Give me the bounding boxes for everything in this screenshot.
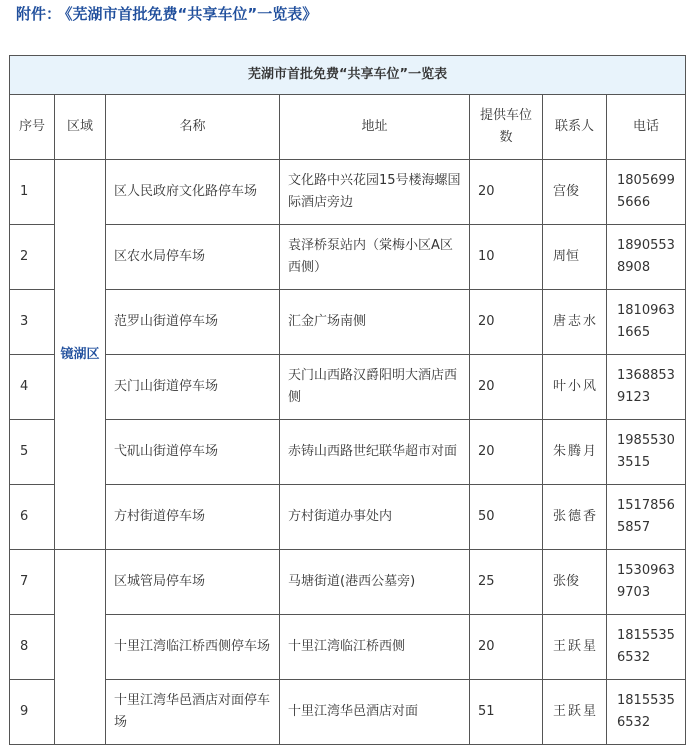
- cell-spaces: 20: [470, 420, 543, 485]
- cell-phone: 18056995666: [607, 160, 686, 225]
- header-phone: 电话: [607, 95, 686, 160]
- table-row: [10, 680, 686, 745]
- header-spaces: 提供车位数: [470, 95, 543, 160]
- cell-address: 赤铸山西路世纪联华超市对面: [280, 420, 470, 485]
- cell-spaces: 20: [470, 160, 543, 225]
- cell-phone: 18905538908: [607, 225, 686, 290]
- cell-name: 区人民政府文化路停车场: [106, 160, 280, 225]
- cell-contact: 周恒: [543, 225, 607, 290]
- cell-contact: 张俊: [543, 550, 607, 615]
- cell-no: 2: [10, 225, 55, 290]
- cell-name: 区城管局停车场: [106, 550, 280, 615]
- cell-name: 区农水局停车场: [106, 225, 280, 290]
- cell-name: 十里江湾华邑酒店对面停车场: [106, 680, 280, 745]
- cell-phone: 15309639703: [607, 550, 686, 615]
- cell-name: 范罗山街道停车场: [106, 290, 280, 355]
- table-header-row: [10, 95, 686, 160]
- cell-district: 镜湖区: [55, 160, 106, 550]
- cell-contact: 宫俊: [543, 160, 607, 225]
- cell-address: 天门山西路汉爵阳明大酒店西侧: [280, 355, 470, 420]
- cell-spaces: 10: [470, 225, 543, 290]
- cell-phone: 19855303515: [607, 420, 686, 485]
- cell-no: 9: [10, 680, 55, 745]
- cell-spaces: 20: [470, 290, 543, 355]
- cell-no: 3: [10, 290, 55, 355]
- shared-parking-table: [9, 55, 686, 745]
- cell-address: 十里江湾临江桥西侧: [280, 615, 470, 680]
- cell-no: 1: [10, 160, 55, 225]
- cell-no: 7: [10, 550, 55, 615]
- cell-contact: 朱腾月: [543, 420, 607, 485]
- cell-contact: 唐志水: [543, 290, 607, 355]
- cell-spaces: 50: [470, 485, 543, 550]
- heading-title: 《芜湖市首批免费“共享车位”一览表》: [65, 5, 318, 23]
- table-row: [10, 550, 686, 615]
- cell-contact: 张德香: [543, 485, 607, 550]
- cell-address: 马塘街道(港西公墓旁): [280, 550, 470, 615]
- header-contact: 联系人: [543, 95, 607, 160]
- cell-address: 文化路中兴花园15号楼海螺国际酒店旁边: [280, 160, 470, 225]
- cell-district-empty: [55, 550, 106, 745]
- table-caption: 芜湖市首批免费“共享车位”一览表: [10, 56, 686, 95]
- cell-address: 汇金广场南侧: [280, 290, 470, 355]
- cell-phone: 18155356532: [607, 615, 686, 680]
- cell-spaces: 25: [470, 550, 543, 615]
- table-row: [10, 290, 686, 355]
- cell-spaces: 20: [470, 615, 543, 680]
- table-row: [10, 160, 686, 225]
- cell-no: 5: [10, 420, 55, 485]
- cell-phone: 18109631665: [607, 290, 686, 355]
- table-row: [10, 485, 686, 550]
- cell-spaces: 51: [470, 680, 543, 745]
- table-row: [10, 355, 686, 420]
- header-name: 名称: [106, 95, 280, 160]
- cell-name: 方村街道停车场: [106, 485, 280, 550]
- cell-phone: 18155356532: [607, 680, 686, 745]
- cell-contact: 王跃星: [543, 680, 607, 745]
- cell-contact: 王跃星: [543, 615, 607, 680]
- table-caption-row: [10, 56, 686, 95]
- cell-no: 4: [10, 355, 55, 420]
- document-heading: [16, 2, 317, 26]
- cell-no: 8: [10, 615, 55, 680]
- header-no: 序号: [10, 95, 55, 160]
- cell-address: 袁泽桥泵站内（棠梅小区A区西侧）: [280, 225, 470, 290]
- table-row: [10, 420, 686, 485]
- heading-prefix: 附件：: [16, 5, 62, 23]
- cell-phone: 13688539123: [607, 355, 686, 420]
- cell-name: 弋矶山街道停车场: [106, 420, 280, 485]
- cell-address: 十里江湾华邑酒店对面: [280, 680, 470, 745]
- cell-phone: 15178565857: [607, 485, 686, 550]
- cell-name: 天门山街道停车场: [106, 355, 280, 420]
- cell-spaces: 20: [470, 355, 543, 420]
- table-row: [10, 225, 686, 290]
- table-row: [10, 615, 686, 680]
- cell-contact: 叶小风: [543, 355, 607, 420]
- cell-no: 6: [10, 485, 55, 550]
- header-address: 地址: [280, 95, 470, 160]
- cell-address: 方村街道办事处内: [280, 485, 470, 550]
- header-district: 区域: [55, 95, 106, 160]
- cell-name: 十里江湾临江桥西侧停车场: [106, 615, 280, 680]
